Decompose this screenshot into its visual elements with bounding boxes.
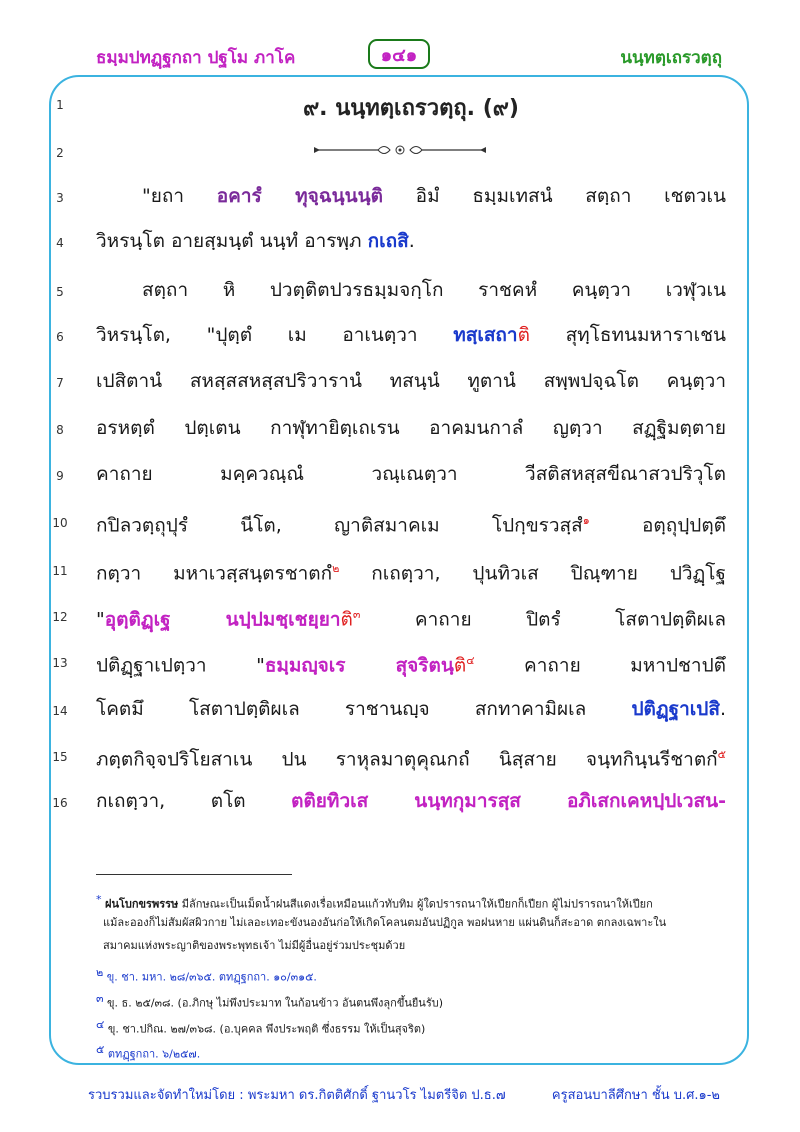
line-number: 8 [56,423,64,437]
page-number-box: ๑๔๑ [368,39,430,69]
text-line-15: ภตฺตกิจฺจปริโยสาเน ปน ราหุลมาตุคุณกถํ นิสฺสาย จนฺทกินฺนรีชาตกํ$^๕$ [96,748,726,771]
story-title: ๙. นนฺทตฺเถรวตฺถุ. (๙) [303,96,519,121]
text-line-13: ปติฏฺฐาเปตฺวา "ธมฺมญฺจเร สุจริตนฺติ$^๔$ คาถาย มหาปชาปตึ [96,654,726,677]
line-number: 16 [52,796,68,810]
text-line-5: สตฺถา หิ ปวตฺติตปวรธมฺมจกฺโก ราชคหํ คนฺตฺวา เวฬุวเน [142,279,726,301]
line-number: 4 [56,236,64,250]
footer-course: ครูสอนบาลีศึกษา ชั้น บ.ศ.๑-๒ [551,1088,720,1103]
line-number: 3 [56,191,64,205]
footnote-1: * ฝนโบกขรพรรษ มีลักษณะเป็นเม็ดน้ำฝนสีแดงเรื่อเหมือนแก้วทับทิม ผู้ใดปรารถนาให้เปียกก็เปียก ผู้ไม่ปรารถนาให้เปียก [96,893,653,911]
text-line-10: กปิลวตฺถุปุรํ นีโต, ญาติสมาคเม โปกฺขรวสฺสํ$^๑$ อตฺถุปฺปตฺตึ [96,514,727,537]
line-number: 2 [56,146,64,160]
text-line-4: วิหรนฺโต อายสฺมนฺตํ นนฺทํ อารพฺภ กเถสิ. [96,230,415,252]
line-number: 7 [56,376,64,390]
line-number: 15 [52,750,68,764]
line-number: 10 [52,516,68,530]
footnote-ref: ๔ [466,654,475,667]
footnote-5: ๕ ตทฏฺฐกถา. ๖/๒๕๗. [96,1043,201,1061]
text-line-9: คาถาย มคฺควณฺณํ วณฺเณตฺวา วีสติสหสฺสขีณาสวปริวุโต [96,463,726,485]
line-number: 1 [56,98,64,112]
text-line-11: กตฺวา มหาเวสฺสนฺตรชาตกํ$^๒$ กเถตฺวา, ปุนทิวเส ปิณฺฑาย ปวิฏฺโฐ [96,562,726,585]
footnote-ref: ๓ [352,608,361,621]
footnote-ref: ๕ [717,748,726,761]
text-line-12: "อุตฺติฏฺเฐ นปฺปมชฺเชยฺยาติ$^๓$ คาถาย ปิตรํ โสตาปตฺติผเล [96,608,726,631]
header-right-title: นนฺทตฺเถรวตฺถุ [620,48,722,68]
text-line-14: โคตมึ โสตาปตฺติผเล ราชานญฺจ สกทาคามิผเล ปติฏฺฐาเปสิ. [96,698,726,720]
line-number: 14 [52,704,68,718]
footer-author: รวบรวมและจัดทำใหม่โดย : พระมหา ดร.กิตติศักดิ์ ฐานวโร ไมตรีจิต ป.ธ.๗ [88,1088,506,1103]
footnote-1-cont: สมาคมแห่งพระญาติของพระพุทธเจ้า ไม่มีผู้อื่นอยู่ร่วมประชุมด้วย [103,939,406,952]
text-line-3: "ยถา อคารํ ทุจฺฉนฺนนฺติ อิมํ ธมฺมเทสนํ สตฺถา เชตวเน [142,185,726,207]
line-number: 9 [56,469,64,483]
line-number: 5 [56,285,64,299]
line-number: 6 [56,330,64,344]
footnote-2: ๒ ขุ. ชา. มหา. ๒๘/๓๖๕. ตทฏฺฐกถา. ๑๐/๓๑๕. [96,966,317,984]
footnote-ref: ๑ [582,514,590,527]
line-number: 13 [52,656,68,670]
text-line-6: วิหรนฺโต, "ปุตฺตํ เม อาเนตฺวา ทสฺเสถาติ สุทฺโธทนมหาราเชน [96,324,726,346]
text-line-7: เปสิตานํ สหสฺสสหสฺสปริวารานํ ทสนฺนํ ทูตานํ สพฺพปจฺฉโต คนฺตฺวา [96,370,726,392]
text-line-16: กเถตฺวา, ตโต ตติยทิวเส นนฺทกุมารสฺส อภิเสกเคหปฺปเวสน- [96,790,726,812]
line-number: 11 [52,564,68,578]
footnote-4: ๔ ขุ. ชา.ปกิณ. ๒๗/๓๖๘. (อ.บุคคล พึงประพฤติ ซึ่งธรรม ให้เป็นสุจริต) [96,1018,426,1036]
ornament-divider-icon [300,141,500,159]
header-left-title: ธมฺมปทฏฺฐกถา ปฐโม ภาโค [96,48,296,68]
text-line-8: อรหตฺตํ ปตฺเตน กาฬุทายิตฺเถเรน อาคมนกาลํ ญตฺวา สฏฺฐิมตฺตาย [96,417,726,439]
footnote-divider [96,874,292,875]
footnote-1-cont: แม้ละอองก็ไม่สัมผัสผิวกาย ไม่เลอะเทอะขังนองอันก่อให้เกิดโคลนตมอันปฏิกูล พอฝนหาย แผ่นดินก็สะอาด ตกลงเฉพาะใน [103,916,667,929]
footnote-3: ๓ ขุ. ธ. ๒๕/๓๘. (อ.ภิกษุ ไม่พึงประมาท ในก้อนข้าว อันตนพึงลุกขึ้นยืนรับ) [96,992,444,1010]
line-number: 12 [52,610,68,624]
footnote-ref: ๒ [332,562,340,575]
